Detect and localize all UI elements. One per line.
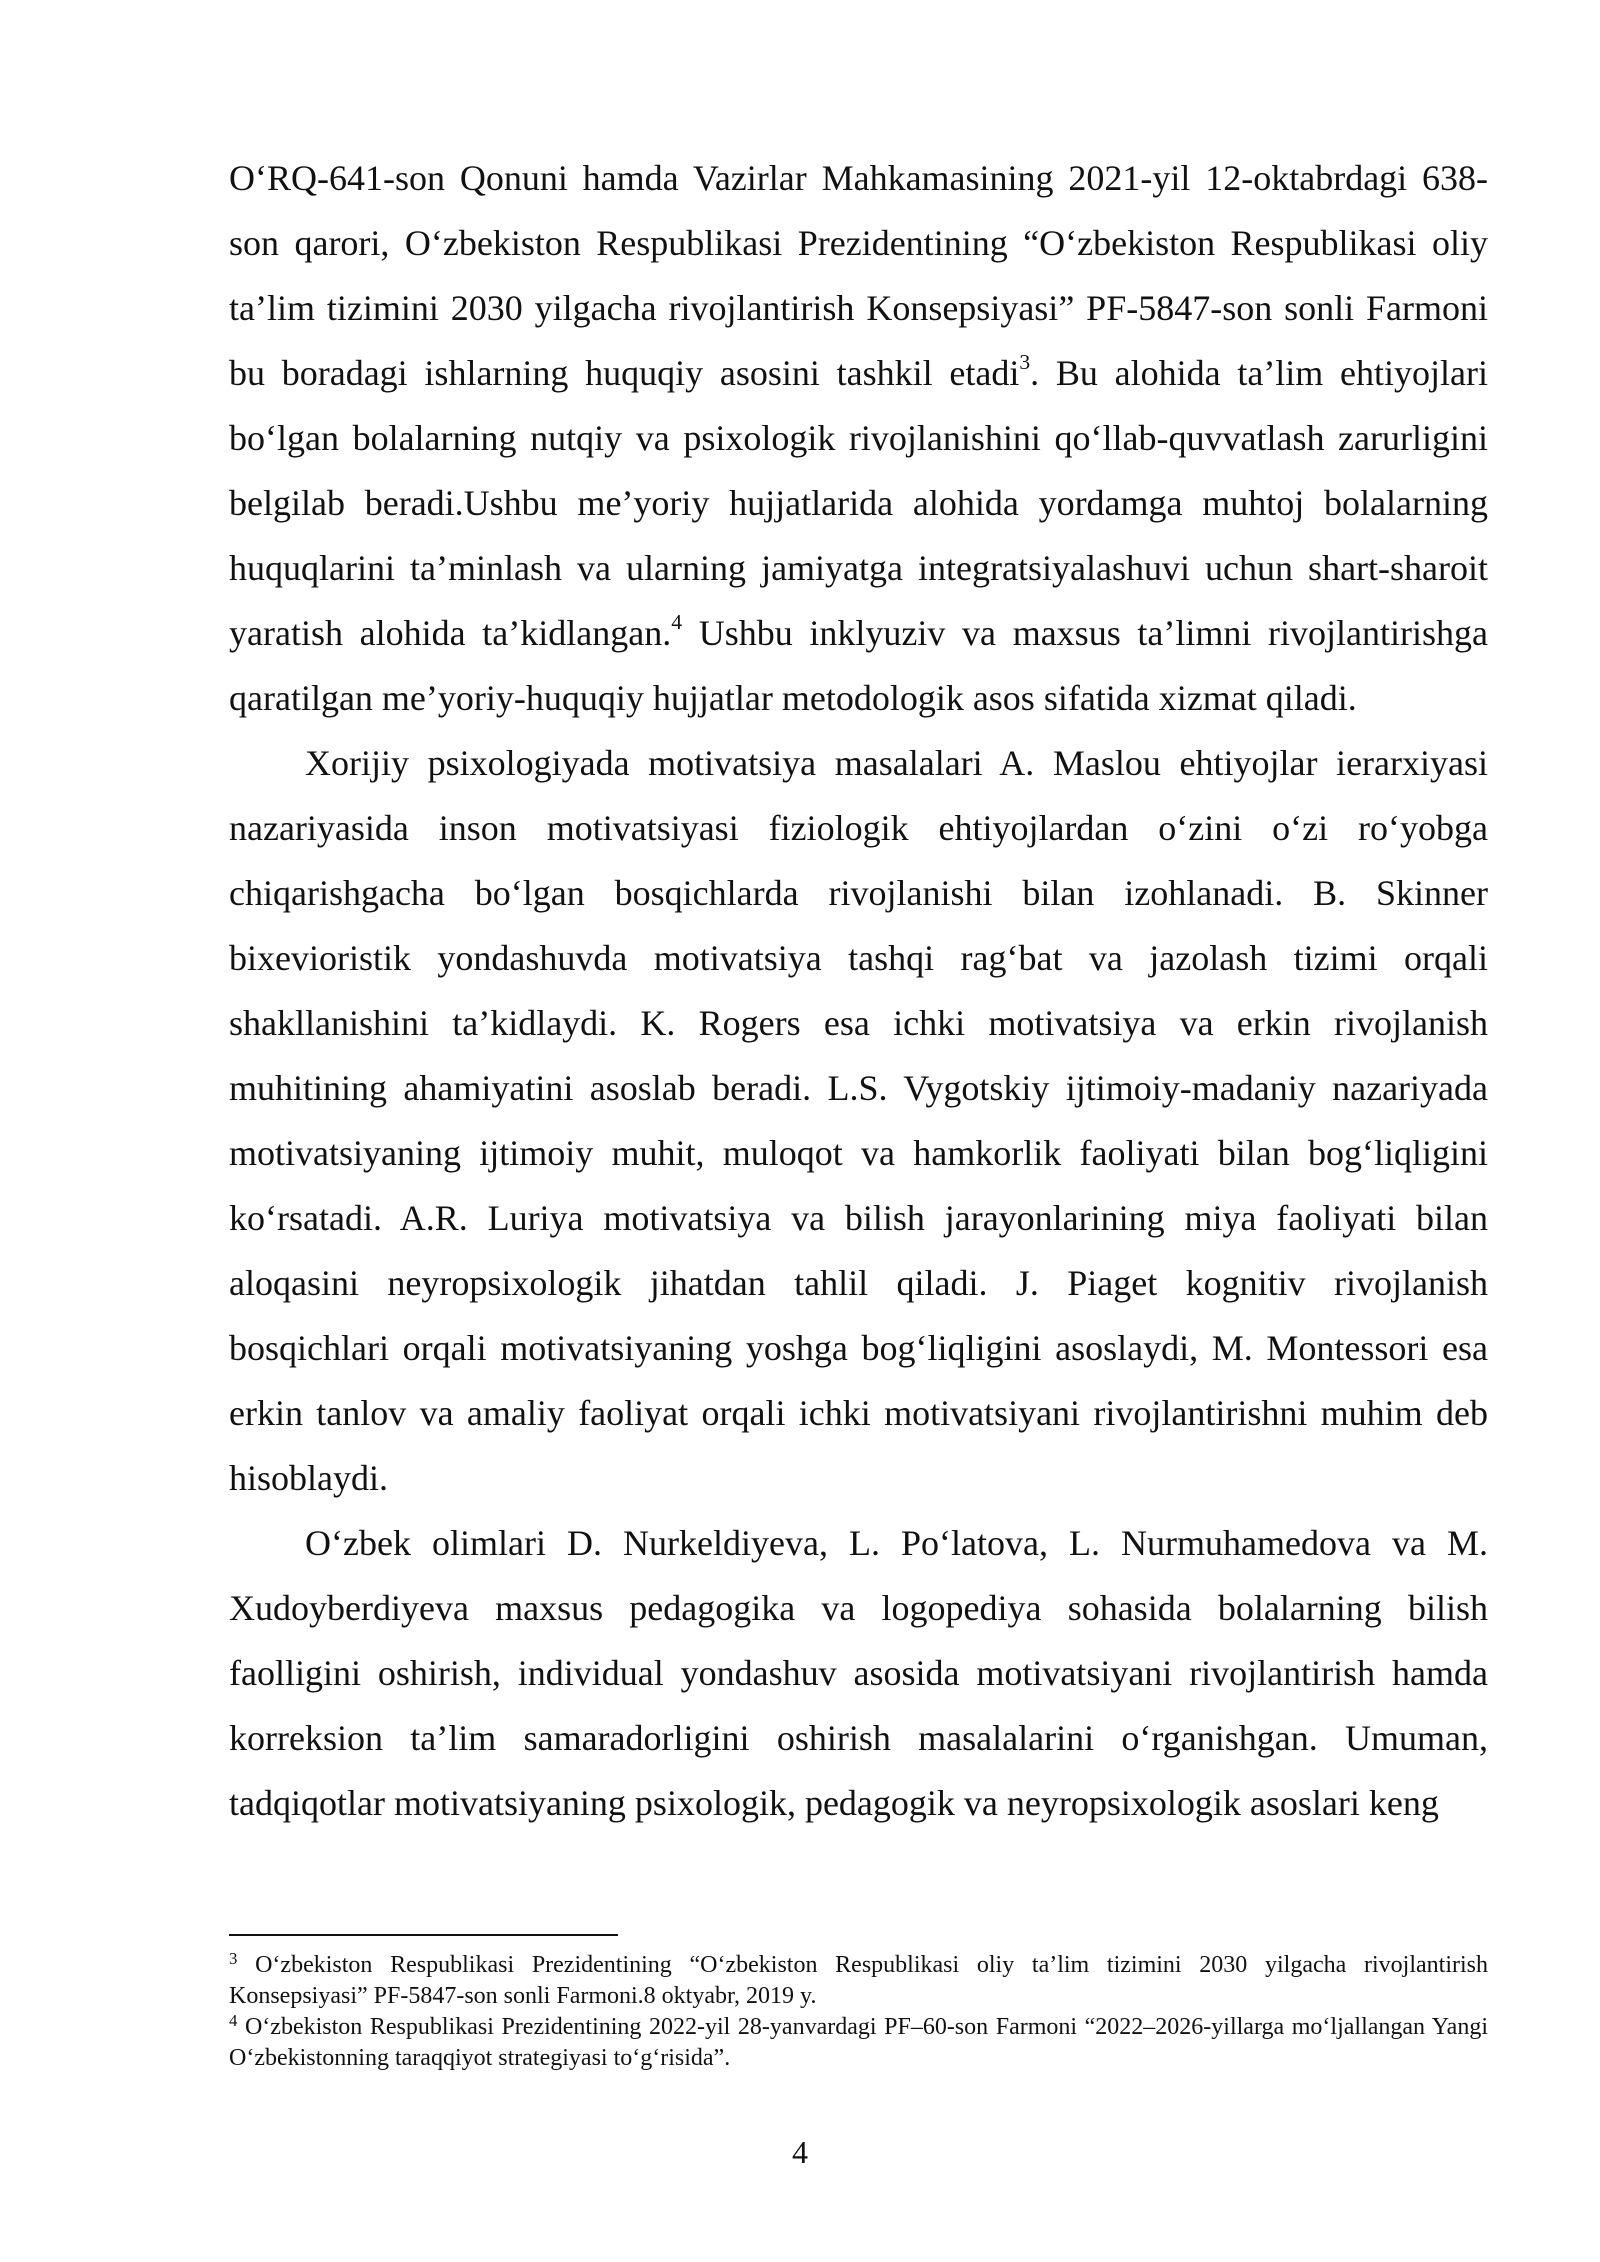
footnotes	[229, 1950, 1488, 2074]
paragraph-1-text-start: O‘RQ-641-son Qonuni hamda Vazirlar Mahkamasining 2021-yil 12-oktabrdagi 638-son qarori, O‘zbekiston Respublikasi Prezidentining “O‘zbekiston Respublikasi oliy ta’lim tizimini 2030 yilgacha rivojlantirish Konsepsiyasi” PF-5847-son sonli Farmoni bu boradagi ishlarning huquqiy asosini tashkil etadi	[229, 158, 1488, 393]
footnote-3	[229, 1950, 1488, 2012]
footnote-text: O‘zbekiston Respublikasi Prezidentining 2022-yil 28-yanvardagi PF–60-son Farmoni “2022–2026-yillarga mo‘ljallangan Yangi O‘zbekistonning taraqqiyot strategiyasi to‘g‘risida”.	[229, 2014, 1488, 2071]
paragraph-2: Xorijiy psixologiyada motivatsiya masalalari A. Maslou ehtiyojlar ierarxiyasi nazariyasida inson motivatsiyasi fiziologik ehtiyojlardan o‘zini o‘zi ro‘yobga chiqarishgacha bo‘lgan bosqichlarda rivojlanishi bilan izohlanadi. B. Skinner bixevioristik yondashuvda motivatsiya tashqi rag‘bat va jazolash tizimi orqali shakllanishini ta’kidlaydi. K. Rogers esa ichki motivatsiya va erkin rivojlanish muhitining ahamiyatini asoslab beradi. L.S. Vygotskiy ijtimoiy-madaniy nazariyada motivatsiyaning ijtimoiy muhit, muloqot va hamkorlik faoliyati bilan bog‘liqligini ko‘rsatadi. A.R. Luriya motivatsiya va bilish jarayonlarining miya faoliyati bilan aloqasini neyropsixologik jihatdan tahlil qiladi. J. Piaget kognitiv rivojlanish bosqichlari orqali motivatsiyaning yoshga bog‘liqligini asoslaydi, M. Montessori esa erkin tanlov va amaliy faoliyat orqali ichki motivatsiyani rivojlantirishni muhim deb hisoblaydi.	[229, 743, 1488, 1498]
page-number: 4	[792, 2134, 808, 2170]
paragraph-1	[229, 146, 1488, 731]
footnote-number: 3	[229, 1948, 238, 1968]
footnote-ref-4[interactable]: 4	[671, 609, 683, 634]
paragraph-1-text-middle: . Bu alohida ta’lim ehtiyojlari bo‘lgan bolalarning nutqiy va psixologik rivojlanishini qo‘llab-quvvatlash zarurligini belgilab beradi.Ushbu me’yoriy hujjatlarida alohida yordamga muhtoj bolalarning huquqlarini ta’minlash va ularning jamiyatga integratsiyalashuvi uchun shart-sharoit yaratish alohida ta’kidlangan.	[229, 353, 1489, 653]
main-text	[229, 146, 1488, 1836]
footnote-text: O‘zbekiston Respublikasi Prezidentining “O‘zbekiston Respublikasi oliy ta’lim tizimini 2030 yilgacha rivojlantirish Konsepsiyasi” PF-5847-son sonli Farmoni.8 oktyabr, 2019 y.	[229, 1952, 1488, 2009]
paragraph-1-text-end: Ushbu inklyuziv va maxsus ta’limni rivojlantirishga qaratilgan me’yoriy-huquqiy hujjatlar metodologik asos sifatida xizmat qiladi.	[229, 613, 1488, 718]
footnote-ref-3[interactable]: 3	[1019, 349, 1031, 374]
footnote-number: 4	[229, 2010, 238, 2030]
footnote-4	[229, 2012, 1488, 2074]
paragraph-3: O‘zbek olimlari D. Nurkeldiyeva, L. Po‘latova, L. Nurmuhamedova va M. Xudoyberdiyeva maxsus pedagogika va logopediya sohasida bolalarning bilish faolligini oshirish, individual yondashuv asosida motivatsiyani rivojlantirish hamda korreksion ta’lim samaradorligini oshirish masalalarini o‘rganishgan. Umuman, tadqiqotlar motivatsiyaning psixologik, pedagogik va neyropsixologik asoslari keng	[229, 1523, 1488, 1823]
footnote-separator	[229, 1934, 618, 1936]
